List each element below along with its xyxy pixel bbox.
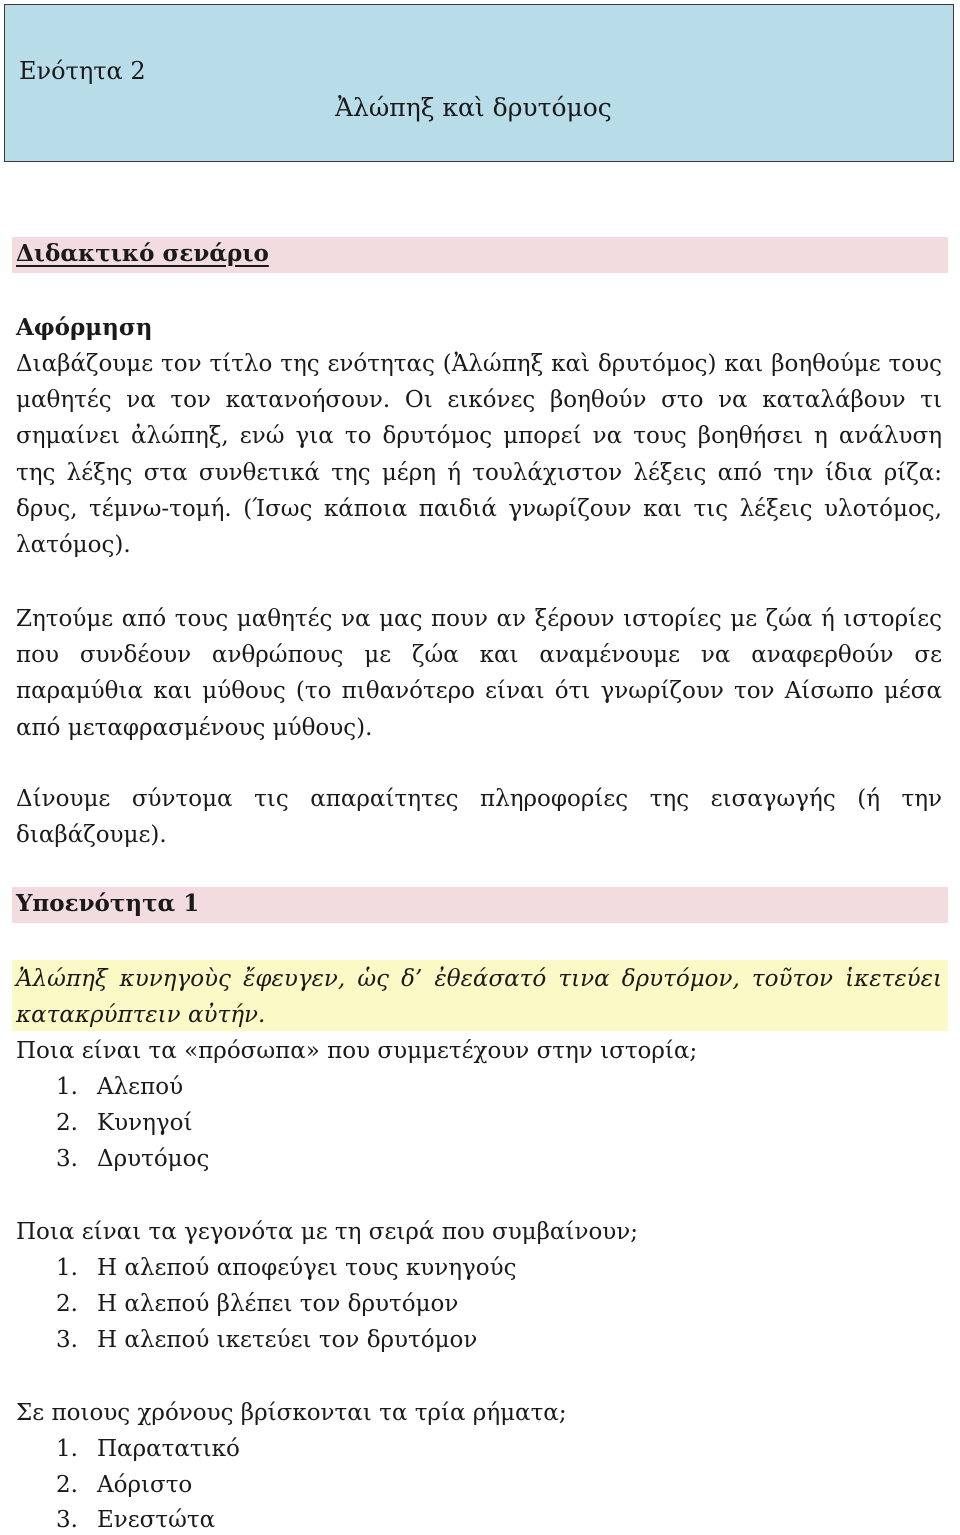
list-item [56, 1505, 215, 1535]
section-band [12, 237, 948, 273]
list-item [56, 1144, 209, 1174]
unit-label: Ενότητα 2 [19, 57, 146, 85]
list-text: Δρυτόμος [97, 1146, 210, 1172]
paragraph-text: Δίνουμε σύντομα τις απαραίτητες πληροφορίες της εισαγωγής (ή την διαβάζουμε). [16, 786, 942, 849]
list-number: 3. [56, 1146, 78, 1172]
list-number: 2. [56, 1110, 78, 1136]
list-item [56, 1253, 516, 1283]
list-item [56, 1470, 192, 1500]
subunit-band [12, 887, 948, 923]
question-events: Ποια είναι τα γεγονότα με τη σειρά που συμβαίνουν; [16, 1219, 639, 1245]
list-number: 1. [56, 1436, 78, 1462]
list-text: Η αλεπού αποφεύγει τους κυνηγούς [97, 1255, 517, 1281]
quote-text: Ἀλώπηξ κυνηγοὺς ἔφευγεν, ὡς δ’ ἐθεάσατό τινα δρυτόμον, τοῦτον ἱκετεύει κατακρύπτειν αὐτήν. [16, 966, 942, 1028]
list-text: Αόριστο [97, 1472, 193, 1498]
list-text: Ενεστώτα [97, 1507, 216, 1533]
subunit-heading: Υποενότητα 1 [16, 890, 200, 917]
list-item [56, 1434, 240, 1464]
list-text: Κυνηγοί [97, 1110, 193, 1136]
question-persons: Ποια είναι τα «πρόσωπα» που συμμετέχουν στην ιστορία; [16, 1038, 698, 1064]
list-number: 3. [56, 1327, 78, 1353]
motivation-paragraph-2 [16, 601, 942, 746]
unit-title: Ἀλώπηξ καὶ δρυτόμος [335, 93, 612, 122]
list-text: Αλεπού [97, 1074, 184, 1100]
list-number: 1. [56, 1255, 78, 1281]
ancient-text-quote [16, 961, 942, 1033]
motivation-paragraph-3 [16, 781, 942, 853]
section-heading: Διδακτικό σενάριο [16, 240, 269, 267]
unit-title-box [4, 4, 954, 162]
paragraph-text: Διαβάζουμε τον τίτλο της ενότητας (Ἀλώπηξ καὶ δρυτόμος) και βοηθούμε τους μαθητές να τον κατανοήσουν. Οι εικόνες βοηθούν στο να καταλάβουν τι σημαίνει ἀλώπηξ, ενώ για το δρυτόμος μπορεί να τους βοηθήσει η ανάλυση της λέξης στα συνθετικά της μέρη ή τουλάχιστον λέξεις από την ίδια ρίζα: δρυς, τέμνω-τομή. (Ίσως κάποια παιδιά γνωρίζουν και τις λέξεις υλοτόμος, λατόμος). [16, 351, 942, 559]
list-text: Η αλεπού βλέπει τον δρυτόμον [97, 1291, 459, 1317]
list-number: 2. [56, 1472, 78, 1498]
list-number: 2. [56, 1291, 78, 1317]
list-number: 1. [56, 1074, 78, 1100]
question-tenses: Σε ποιους χρόνους βρίσκονται τα τρία ρήματα; [16, 1400, 567, 1426]
list-text: Η αλεπού ικετεύει τον δρυτόμον [97, 1327, 478, 1353]
list-item [56, 1289, 458, 1319]
list-item [56, 1325, 477, 1355]
paragraph-text: Ζητούμε από τους μαθητές να μας πουν αν ξέρουν ιστορίες με ζώα ή ιστορίες που συνδέουν ανθρώπους με ζώα και αναμένουμε να αναφερθούν σε παραμύθια και μύθους (το πιθανότερο είναι ότι γνωρίζουν τον Αίσωπο μέσα από μεταφρασμένους μύθους). [16, 606, 942, 741]
list-item [56, 1108, 193, 1138]
motivation-paragraph-1 [16, 346, 942, 563]
motivation-heading: Αφόρμηση [16, 314, 153, 341]
list-text: Παρατατικό [97, 1436, 240, 1462]
list-item [56, 1072, 183, 1102]
list-number: 3. [56, 1507, 78, 1533]
